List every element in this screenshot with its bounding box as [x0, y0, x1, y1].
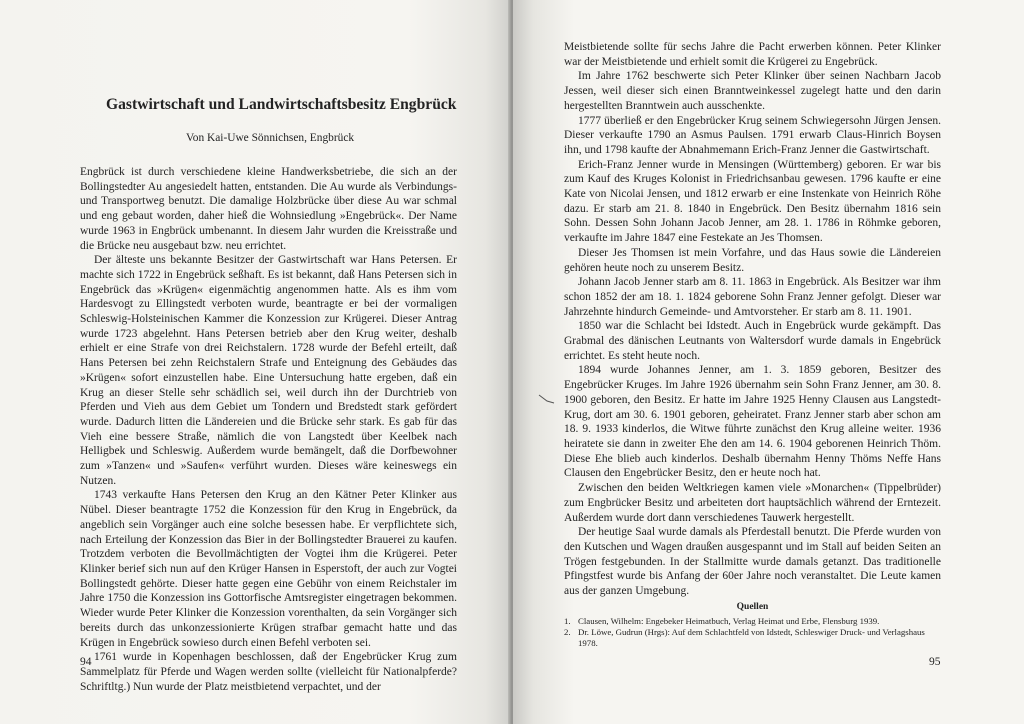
- paragraph: 1743 verkaufte Hans Petersen den Krug an den Kätner Peter Klinker aus Nübel. Dieser beantragte 1752 die Konzession für den Krug in Engebrück, da angeblich sein Vorgänger auch eine solche besessen habe. Er verpflichtete sich, nach Erteilung der Konzession das Bier in der Bollingstedter Brauerei zu kaufen. Trotzdem verboten die Bevollmächtigten der Vogtei ihm die Krügerei. Peter Klinker berief sich nun auf den Krüger Hansen in Esperstoft, der auch zur Vogtei Bollingstedt gehörte. Dieser hatte gegen eine Gebühr von einem Reichstaler im Jahre 1750 die Konzession ins Gottorfische Amtsregister eingetragen bekommen. Wieder wurde Peter Klinker die Konzession vorenthalten, da sein Vorgänger sich bereits durch das unkonzessionierte Krügen strafbar gemacht hatte und das Krügen in Engebrück sowieso durch einen Befehl verboten sei.: [80, 489, 457, 649]
- paragraph: 1777 überließ er den Engebrücker Krug seinem Schwiegersohn Jürgen Jensen. Dieser verkaufte 1790 an Asmus Paulsen. 1791 erwarb Claus-Hinrich Boysen ihn, und 1798 kaufte der Abnahmemann Erich-Franz Jenner die Gastwirtschaft.: [564, 114, 941, 156]
- paragraph: 1850 war die Schlacht bei Idstedt. Auch in Engebrück wurde gekämpft. Das Grabmal des dänischen Leutnants von Waltersdorf wurde damals in Engebrück errichtet. Es steht heute noch.: [564, 320, 941, 362]
- left-text-column: [80, 165, 457, 694]
- paragraph: Erich-Franz Jenner wurde in Mensingen (Württemberg) geboren. Er war bis zum Kauf des Kruges Kolonist in Friedrichsanbau gewesen. 1796 kaufte er eine Kate von Nicolai Jensen, und 1812 erwarb er eine Instenkate von Heinrich Röhe dazu. Er starb am 21. 8. 1840 in Engebrück. Den Besitz übernahm 1816 sein Sohn. Dessen Sohn Johann Jacob Jenner, am 28. 1. 1786 in Röhmke geboren, verkaufte im Jahre 1847 eine Festekate an Jes Thomsen.: [564, 158, 941, 245]
- source-item: [564, 616, 941, 627]
- source-number: 1.: [564, 616, 571, 626]
- paragraph: Zwischen den beiden Weltkriegen kamen viele »Monarchen« (Tippelbrüder) zum Engbrücker Besitz und arbeiteten dort hauptsächlich während der Erntezeit. Außerdem wurde dort dann verschiedenes Tauwerk hergestellt.: [564, 482, 941, 524]
- paragraph: Der heutige Saal wurde damals als Pferdestall benutzt. Die Pferde wurden von den Kutschen und Wagen draußen ausgespannt und im Stall auf beiden Seiten an Trögen festgebunden. In der Stallmitte wurde damals getanzt. Das traditionelle Pfingstfest wurde bis Anfang der 60er Jahre noch veranstaltet. Die Leute kamen aus der ganzen Umgebung.: [564, 526, 941, 598]
- sources-heading: Quellen: [736, 602, 769, 612]
- article-author: Von Kai-Uwe Sönnichsen, Engbrück: [186, 132, 355, 144]
- article-title: Gastwirtschaft und Landwirtschaftsbesitz Engbrück: [106, 96, 457, 113]
- paragraph: Der älteste uns bekannte Besitzer der Gastwirtschaft war Hans Petersen. Er machte sich 1722 in Engebrück seßhaft. Es ist bekannt, daß Hans Petersen sich in Engebrück das »Krügen« eigenmächtig angenommen hatte. Als es ihm vom Hardesvogt zu Ellingstedt verboten wurde, beantragte er bei der vormaligen Schleswig-Holsteinischen Kammer die Konzession zur Krügerei. Dieser Antrag wurde 1723 abgelehnt. Hans Petersen betrieb aber den Krug weiter, deshalb erhielt er eine Strafe von drei Reichstalern. 1728 wurde der Befehl erteilt, daß Hans Petersen bei zehn Reichstalern Strafe und Enteignung des Gebäudes das »Krügen« sofort einzustellen habe. Eine Untersuchung hatte ergeben, daß ein Krug an dieser Stelle sehr schädlich sei, weil durch ihn der Durchtrieb von Pferden und Vieh aus dem Gebiet um Tondern und Bredstedt stark gefördert wurde. Dadurch litten die Ländereien und die Brücke sehr stark. Es gab für das Vieh eine bessere Straße, nämlich die von Langstedt über Keelbek nach Helligbek und Schleswig. Außerdem wurde bemängelt, daß die Dorfbewohner zum »Tanzen« und »Saufen« verführt wurden. Dieses wäre keineswegs ein Nutzen.: [80, 254, 457, 487]
- paragraph: Im Jahre 1762 beschwerte sich Peter Klinker über seinen Nachbarn Jacob Jessen, weil dieser sich einen Branntweinkessel zugelegt hatte und den darin hergestellten Branntwein auch ausschenkte.: [564, 70, 941, 112]
- paragraph: 1761 wurde in Kopenhagen beschlossen, daß der Engebrücker Krug zum Sammelplatz für Pferde und Wagen werden sollte (vielleicht für Nationalpferde? Schriftltg.) Nun wurde der Platz meistbietend verpachtet, und der: [80, 651, 457, 693]
- pencil-mark-icon: [538, 392, 556, 406]
- sources-list: [564, 616, 941, 648]
- paragraph: Dieser Jes Thomsen ist mein Vorfahre, und das Haus sowie die Ländereien gehören heute noch zu unserem Besitz.: [564, 246, 941, 274]
- left-page: [0, 0, 511, 724]
- paragraph: Meistbietende sollte für sechs Jahre die Pacht erwerben können. Peter Klinker war der Meistbietende und erhielt somit die Krügerei zu Engebrück.: [564, 41, 941, 68]
- paragraph: Johann Jacob Jenner starb am 8. 11. 1863 in Engebrück. Als Besitzer war ihm schon 1852 der am 18. 1. 1824 geborene Sohn Franz Jenner gefolgt. Dieser war Jahrzehnte hindurch Gemeinde- und Amtvorsteher. Er starb am 8. 11. 1901.: [564, 276, 941, 318]
- page-number-left: 94: [80, 656, 92, 668]
- source-item: [564, 627, 941, 649]
- right-text-column: [564, 40, 941, 599]
- source-text: Dr. Löwe, Gudrun (Hrgs): Auf dem Schlachtfeld von Idstedt, Schleswiger Druck- und Verlagshaus 1978.: [578, 626, 925, 648]
- source-number: 2.: [564, 626, 571, 637]
- page-number-right: 95: [929, 656, 941, 668]
- paragraph: Engbrück ist durch verschiedene kleine Handwerksbetriebe, die sich an der Bollingstedter Au angesiedelt hatten, entstanden. Die Au wurde als Verbindungs- und Transportweg benutzt. Die damalige Holzbrücke über diese Au war schmal und eng gebaut worden, daher hieß die Wohnsiedlung »Engebrück«. Der Name wurde 1963 in Engbrück umbenannt. In diesem Jahr wurden die Kreisstraße und die Brücke neu ausgebaut bzw. neu errichtet.: [80, 166, 457, 252]
- paragraph: 1894 wurde Johannes Jenner, am 1. 3. 1859 geboren, Besitzer des Engebrücker Kruges. Im Jahre 1926 übernahm sein Sohn Franz Jenner, am 30. 8. 1900 geboren, den Besitz. Er hatte im Jahre 1925 Henny Clausen aus Langstedt-Krug, dort am 30. 6. 1901 geboren, geheiratet. Franz Jenner starb aber schon am 18. 9. 1933 kinderlos, die Witwe führte zunächst den Krug alleine weiter. 1936 heiratete sie dann in zweiter Ehe den am 14. 6. 1904 geborenen Heinrich Thöm. Diese Ehe blieb auch kinderlos. Deshalb übernahm Henny Thöms Neffe Hans Clausen den Engebrücker Besitz, den er heute noch hat.: [564, 364, 941, 480]
- source-text: Clausen, Wilhelm: Engebeker Heimatbuch, Verlag Heimat und Erbe, Flensburg 1939.: [578, 616, 880, 626]
